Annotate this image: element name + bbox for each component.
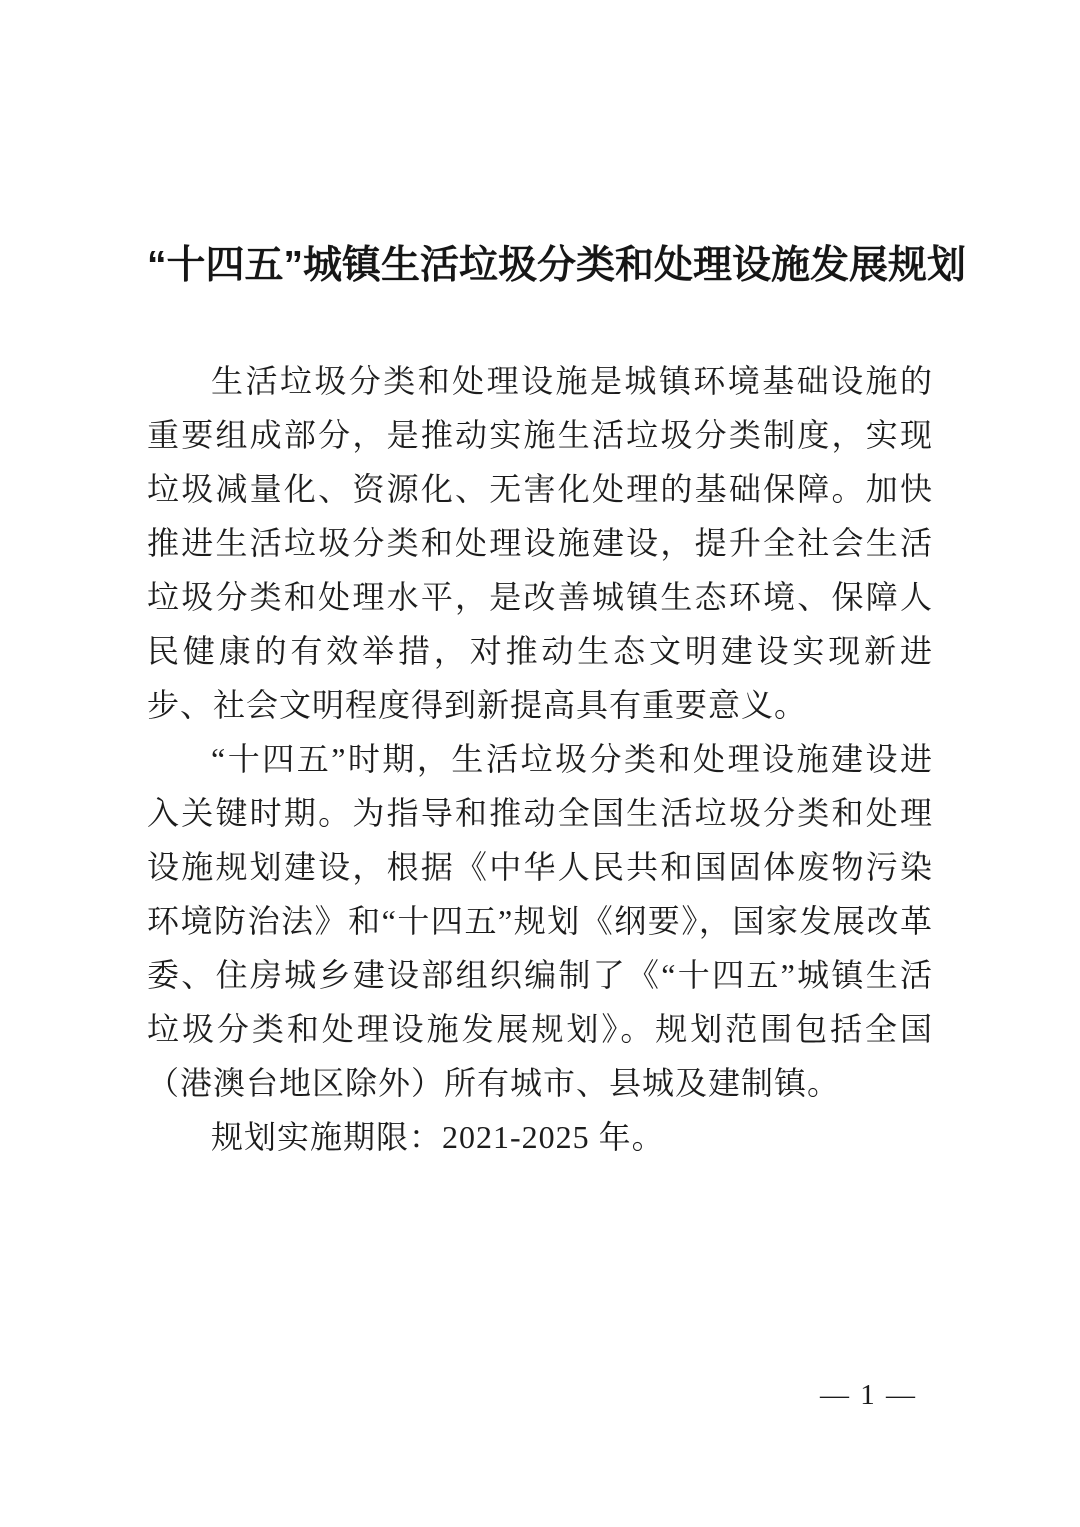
- document-title: “十四五”城镇生活垃圾分类和处理设施发展规划: [147, 244, 967, 287]
- paragraph-implementation-period: 规划实施期限：2021-2025 年。: [211, 1119, 665, 1155]
- document-body: [147, 354, 933, 1164]
- paragraph-background: “十四五”时期，生活垃圾分类和处理设施建设进入关键时期。为指导和推动全国生活垃圾分类和处理设施规划建设，根据《中华人民共和国固体废物污染环境防治法》和“十四五”规划《纲要》，国家发展改革委、住房城乡建设部组织编制了《“十四五”城镇生活垃圾分类和处理设施发展规划》。规划范围包括全国（港澳台地区除外）所有城市、县城及建制镇。: [147, 741, 933, 1101]
- document-content: [147, 0, 967, 1164]
- paragraph-intro: 生活垃圾分类和处理设施是城镇环境基础设施的重要组成部分，是推动实施生活垃圾分类制度，实现垃圾减量化、资源化、无害化处理的基础保障。加快推进生活垃圾分类和处理设施建设，提升全社会生活垃圾分类和处理水平，是改善城镇生态环境、保障人民健康的有效举措，对推动生态文明建设实现新进步、社会文明程度得到新提高具有重要意义。: [147, 363, 933, 723]
- page-number: — 1 —: [820, 1379, 917, 1411]
